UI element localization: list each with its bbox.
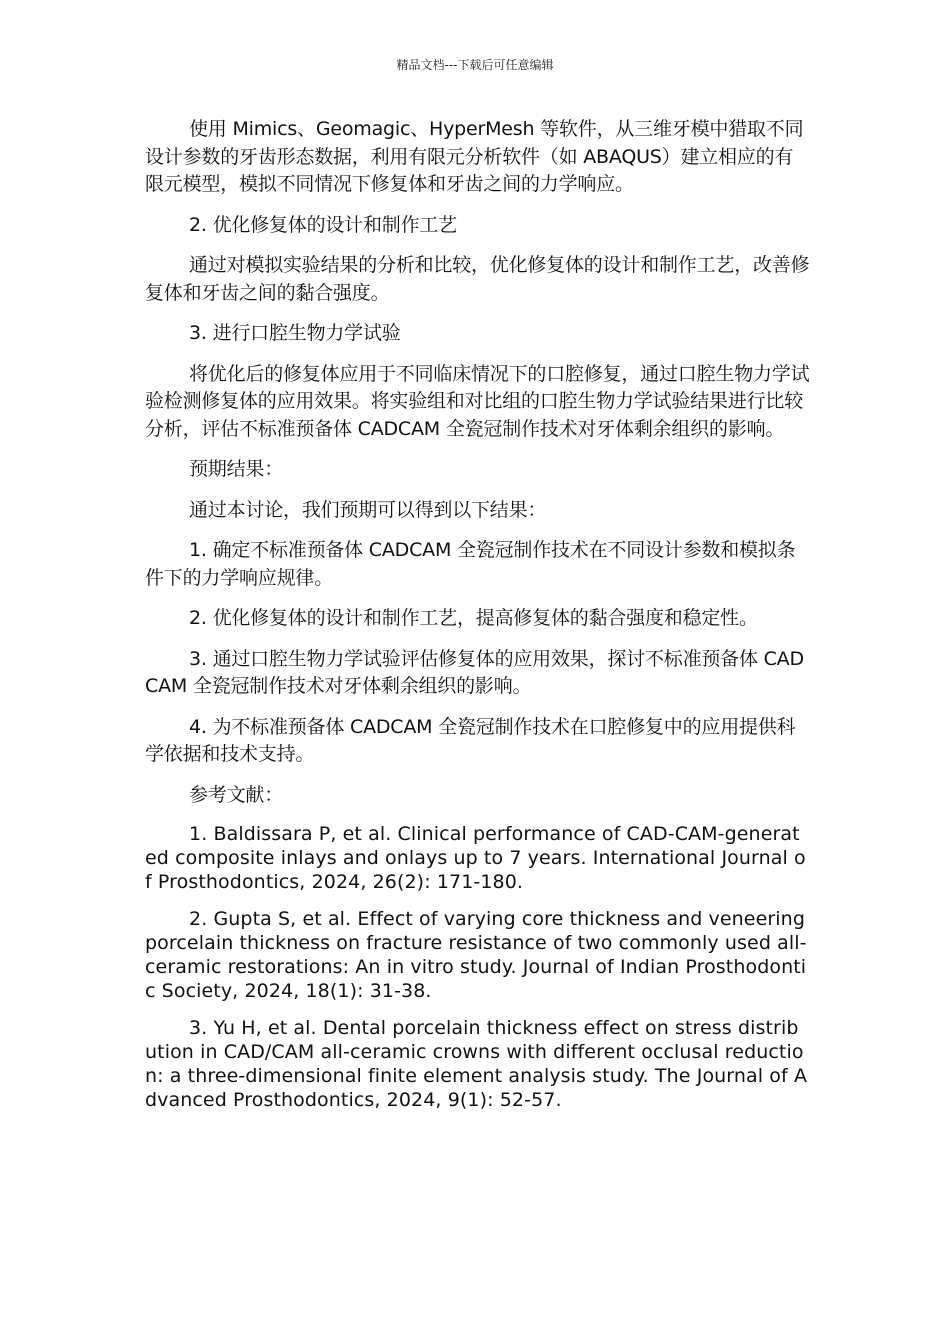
page-header: 精品文档---下载后可任意编辑 — [396, 58, 554, 72]
reference-item-2: 2. Gupta S, et al. Effect of varying core thickness and veneering porcelain thickness on fracture resistance of two commonly used all-ceramic restorations: An in vitro study. Journal of Indian Prosthodontic Society, 2024, 18(1): 31-38. — [145, 908, 807, 1002]
section-heading-expected-results: 预期结果： — [189, 458, 284, 480]
paragraph-optimize: 通过对模拟实验结果的分析和比较，优化修复体的设计和制作工艺，改善修复体和牙齿之间的黏合强度。 — [145, 254, 810, 304]
section-heading-references: 参考文献： — [189, 783, 284, 806]
section-heading-optimize: 2. 优化修复体的设计和制作工艺 — [189, 213, 457, 236]
section-heading-biomechanics: 3. 进行口腔生物力学试验 — [189, 322, 401, 344]
paragraph-software-modeling: 使用 Mimics、Geomagic、HyperMesh 等软件，从三维牙模中猎取不同设计参数的牙齿形态数据，利用有限元分析软件（如 ABAQUS）建立相应的有限元模型，模拟不同情况下修复体和牙齿之间的力学响应。 — [145, 118, 804, 195]
result-item-4: 4. 为不标准预备体 CADCAM 全瓷冠制作技术在口腔修复中的应用提供科学依据和技术支持。 — [145, 715, 796, 765]
reference-item-1: 1. Baldissara P, et al. Clinical performance of CAD-CAM-generated composite inlays and onlays up to 7 years. International Journal of Prosthodontics, 2024, 26(2): 171-180. — [145, 823, 806, 893]
result-item-3: 3. 通过口腔生物力学试验评估修复体的应用效果，探讨不标准预备体 CADCAM 全瓷冠制作技术对牙体剩余组织的影响。 — [145, 647, 804, 697]
result-item-1: 1. 确定不标准预备体 CADCAM 全瓷冠制作技术在不同设计参数和模拟条件下的力学响应规律。 — [145, 539, 796, 589]
paragraph-biomechanics: 将优化后的修复体应用于不同临床情况下的口腔修复，通过口腔生物力学试验检测修复体的应用效果。将实验组和对比组的口腔生物力学试验结果进行比较分析，评估不标准预备体 CADCAM 全瓷冠制作技术对牙体剩余组织的影响。 — [145, 362, 810, 440]
paragraph-expected-intro: 通过本讨论，我们预期可以得到以下结果： — [189, 498, 547, 521]
result-item-2: 2. 优化修复体的设计和制作工艺，提高修复体的黏合强度和稳定性。 — [189, 607, 758, 629]
document-body — [145, 116, 810, 1125]
reference-item-3: 3. Yu H, et al. Dental porcelain thickness effect on stress distribution in CAD/CAM all-ceramic crowns with different occlusal reduction: a three-dimensional finite element analysis study. The Journal of Advanced Prosthodontics, 2024, 9(1): 52-57. — [145, 1017, 808, 1111]
